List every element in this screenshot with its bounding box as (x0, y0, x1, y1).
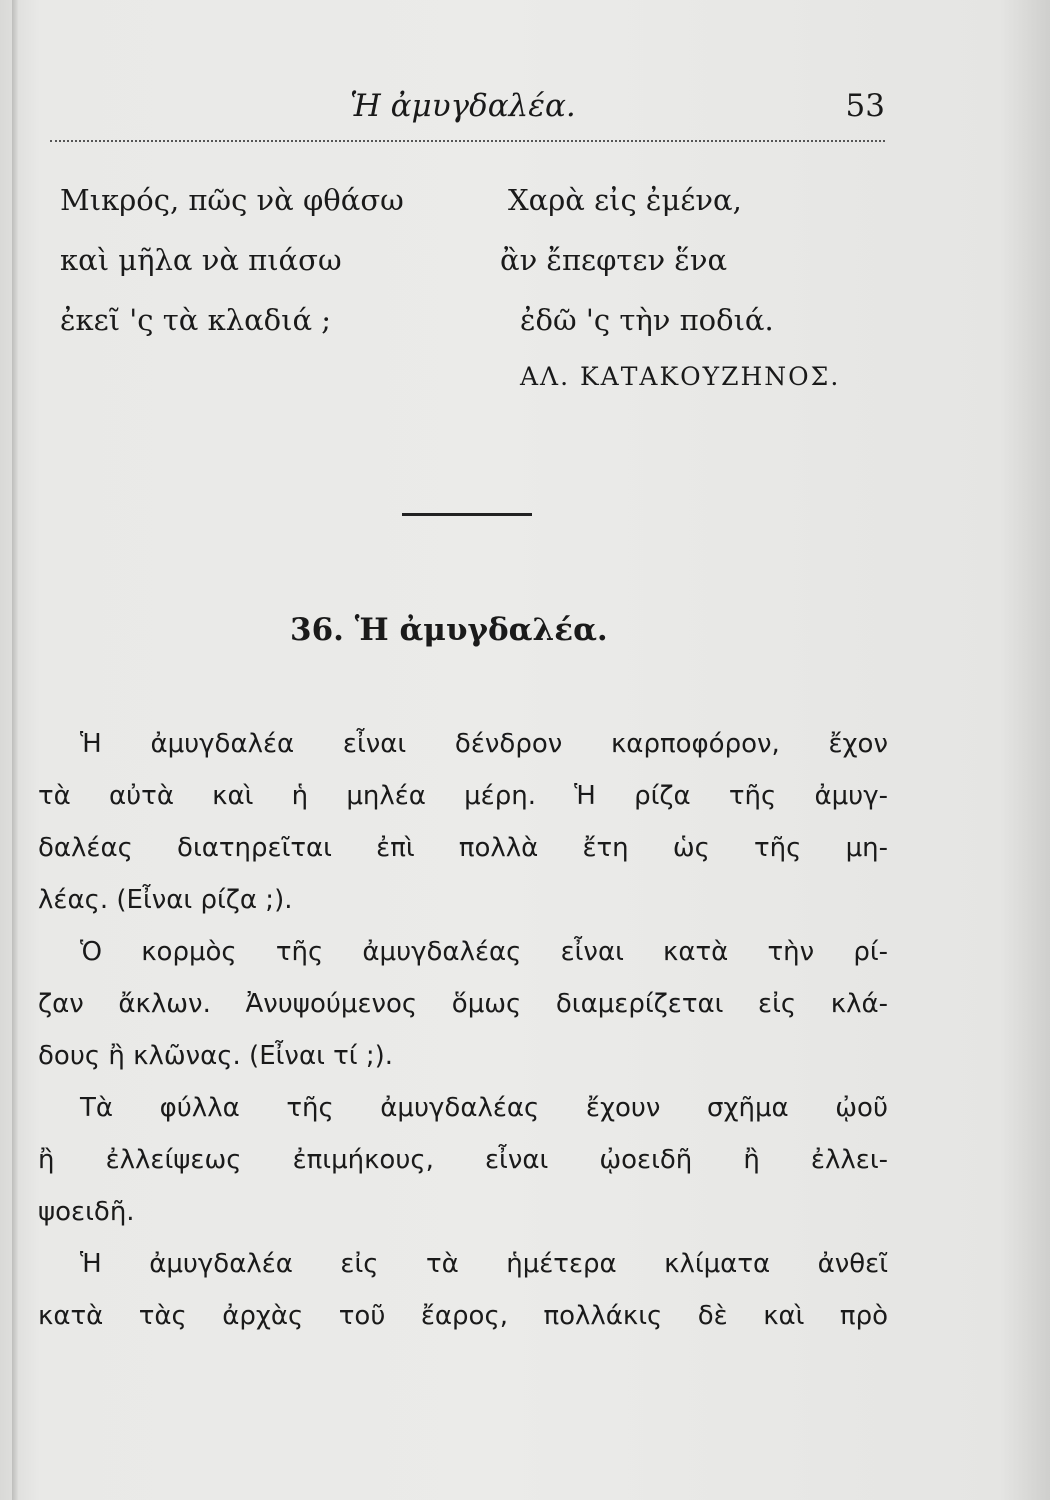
paragraph (38, 1238, 888, 1290)
poem-line: ἐδῶ 'ς τὴν ποδιά. (520, 303, 774, 337)
text-line: Τὰ φύλλα τῆς ἀμυγδαλέας ἔχουν σχῆμα ᾠοῦ (80, 1093, 888, 1123)
poem-line: ἂν ἔπεφτεν ἕνα (500, 243, 728, 277)
paragraph-line (38, 874, 888, 926)
section-divider (402, 513, 532, 516)
body-text (38, 718, 888, 1342)
text-line: δαλέας διατηρεῖται ἐπὶ πολλὰ ἔτη ὡς τῆς μη- (38, 833, 888, 863)
paragraph-line (38, 1030, 888, 1082)
running-head (50, 88, 885, 132)
text-line: κατὰ τὰς ἀρχὰς τοῦ ἔαρος, πολλάκις δὲ καὶ πρὸ (38, 1301, 888, 1331)
text-line: δους ἢ κλῶνας. (Εἶναι τί ;). (38, 1041, 394, 1071)
text-line: ἢ ἐλλείψεως ἐπιμήκους, εἶναι ᾠοειδῆ ἢ ἐλλει- (38, 1145, 888, 1175)
running-title: Ἡ ἀμυγδαλέα. (350, 88, 576, 124)
page-binding-shadow (12, 0, 18, 1500)
section-heading: 36. Ἡ ἀμυγδαλέα. (290, 612, 608, 648)
paragraph (38, 926, 888, 978)
poem-line: Μικρός, πῶς νὰ φθάσω (60, 183, 404, 217)
text-line: τὰ αὐτὰ καὶ ἡ μηλέα μέρη. Ἡ ρίζα τῆς ἀμυγ- (38, 781, 888, 811)
text-line: Ἡ ἀμυγδαλέα εἶναι δένδρον καρποφόρον, ἔχον (80, 729, 888, 759)
poem-line: Χαρὰ εἰς ἐμένα, (508, 183, 742, 217)
poem-line: καὶ μῆλα νὰ πιάσω (60, 243, 342, 277)
poem-author: ΑΛ. ΚΑΤΑΚΟΥΖΗΝΟΣ. (520, 362, 841, 391)
paragraph (38, 718, 888, 770)
text-line: ψοειδῆ. (38, 1197, 135, 1227)
paragraph-line (38, 1134, 888, 1186)
paragraph-line (38, 822, 888, 874)
header-rule (50, 140, 885, 142)
paragraph-line (38, 1186, 888, 1238)
text-line: λέας. (Εἶναι ρίζα ;). (38, 885, 293, 915)
text-line: ζαν ἄκλων. Ἀνυψούμενος ὅμως διαμερίζεται εἰς κλά- (38, 989, 888, 1019)
text-line: Ὁ κορμὸς τῆς ἀμυγδαλέας εἶναι κατὰ τὴν ρί- (80, 937, 888, 967)
paragraph-line (38, 770, 888, 822)
poem-line: ἐκεῖ 'ς τὰ κλαδιά ; (60, 303, 332, 337)
paragraph (38, 1082, 888, 1134)
text-line: Ἡ ἀμυγδαλέα εἰς τὰ ἡμέτερα κλίματα ἀνθεῖ (80, 1249, 888, 1279)
paragraph-line (38, 1290, 888, 1342)
page-number: 53 (845, 88, 885, 124)
paragraph-line (38, 978, 888, 1030)
